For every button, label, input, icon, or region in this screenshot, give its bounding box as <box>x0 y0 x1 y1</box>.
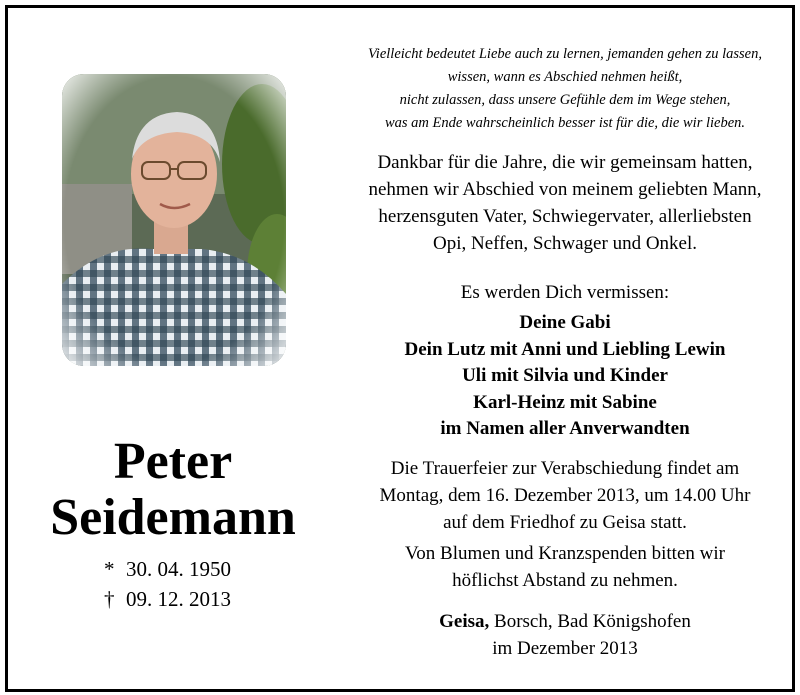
farewell-line: Dankbar für die Jahre, die wir gemeinsam hatten, <box>377 152 753 173</box>
mourner-line: im Namen aller Anverwandten <box>440 418 690 439</box>
portrait-illustration <box>62 74 286 366</box>
quote-line: nicht zulassen, dass unsere Gefühle dem im Wege stehen, <box>399 92 731 108</box>
mourners-list <box>338 310 792 443</box>
first-name: Peter <box>113 433 233 490</box>
flowers-line: Von Blumen und Kranzspenden bitten wir <box>405 543 725 564</box>
flowers-notice <box>338 540 792 594</box>
funeral-service-info <box>338 455 792 536</box>
miss-heading: Es werden Dich vermissen: <box>460 282 670 303</box>
poem-quote <box>338 43 792 135</box>
mourner-line: Deine Gabi <box>519 312 611 333</box>
place-town: Geisa, <box>439 611 490 632</box>
last-name: Seidemann <box>50 489 296 546</box>
service-line: Die Trauerfeier zur Verabschiedung findet am <box>390 458 740 479</box>
flowers-line: höflichst Abstand zu nehmen. <box>452 570 678 591</box>
quote-line: was am Ende wahrscheinlich besser ist für die, die wir lieben. <box>384 115 746 131</box>
right-column <box>338 8 792 689</box>
farewell-line: Opi, Neffen, Schwager und Onkel. <box>433 233 697 254</box>
place-others: Borsch, Bad Königshofen <box>489 611 691 632</box>
farewell-line: herzensguten Vater, Schwiegervater, allerliebsten <box>378 206 752 227</box>
mourner-line: Karl-Heinz mit Sabine <box>473 391 657 413</box>
service-line: Montag, dem 16. Dezember 2013, um 14.00 Uhr <box>379 485 751 506</box>
obituary-card <box>5 5 795 692</box>
place-date: im Dezember 2013 <box>492 638 638 659</box>
left-column <box>8 8 338 689</box>
quote-line: Vielleicht bedeutet Liebe auch zu lernen, jemanden gehen zu lassen, <box>368 46 762 62</box>
birth-date: 30. 04. 1950 <box>126 557 231 581</box>
quote-line: wissen, wann es Abschied nehmen heißt, <box>447 69 683 85</box>
death-date-line <box>104 586 231 612</box>
star-icon: * <box>104 557 115 581</box>
mourner-line: Dein Lutz mit Anni und Liebling Lewin <box>404 338 726 360</box>
cross-icon: † <box>104 587 115 611</box>
place-line <box>338 608 792 635</box>
service-line: auf dem Friedhof zu Geisa statt. <box>443 512 687 533</box>
portrait-photo <box>62 74 286 366</box>
birth-date-line <box>104 556 231 582</box>
farewell-line: nehmen wir Abschied von meinem geliebten Mann, <box>368 179 762 200</box>
place-and-date <box>338 608 792 662</box>
death-date: 09. 12. 2013 <box>126 587 231 611</box>
farewell-text <box>338 149 792 257</box>
mourner-line: Uli mit Silvia und Kinder <box>462 365 668 386</box>
